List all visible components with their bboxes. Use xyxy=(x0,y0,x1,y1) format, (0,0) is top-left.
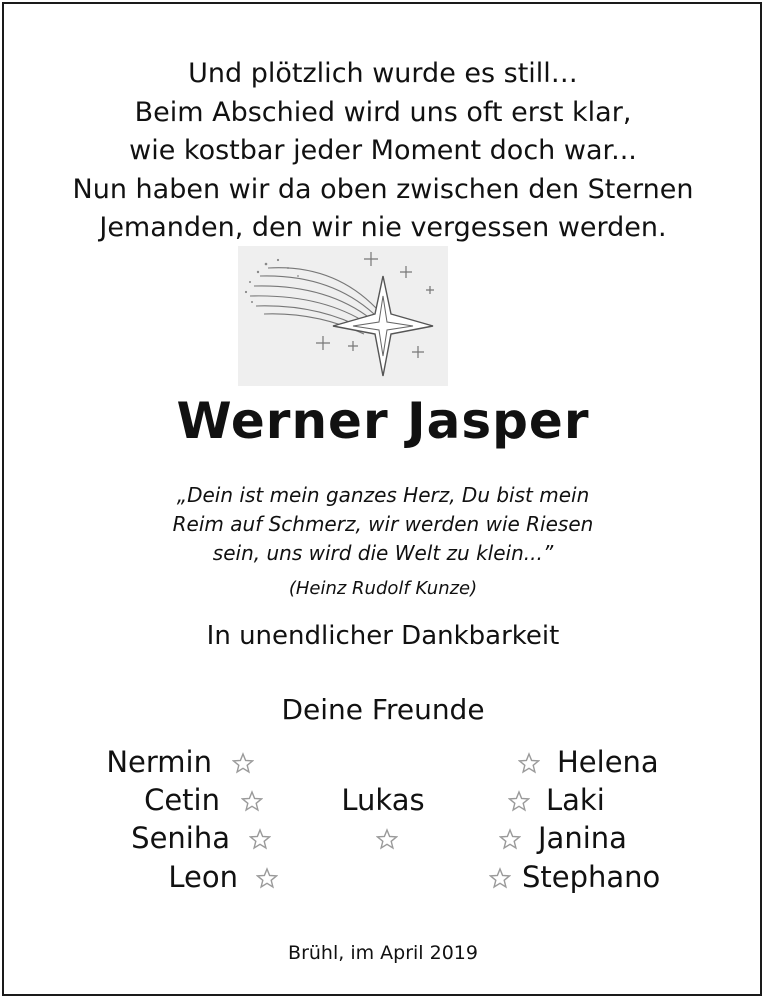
quote-line: Reim auf Schmerz, wir werden wie Riesen xyxy=(172,512,594,536)
friend-name: Cetin xyxy=(144,783,220,817)
friend-name: Stephano xyxy=(522,860,661,894)
star-icon xyxy=(499,828,521,850)
place-date: Brühl, im April 2019 xyxy=(288,942,478,964)
star-icon xyxy=(241,790,263,812)
poem-line: Nun haben wir da oben zwischen den Sternen xyxy=(72,173,694,205)
poem-line: Und plötzlich wurde es still… xyxy=(188,58,578,89)
thanks-line: In unendlicher Dankbarkeit xyxy=(206,621,560,651)
friend-name: Seniha xyxy=(131,821,230,855)
friend-name: Nermin xyxy=(106,745,212,779)
quote-line: „Dein ist mein ganzes Herz, Du bist mein xyxy=(176,483,590,507)
poem-line: Beim Abschied wird uns oft erst klar, xyxy=(134,96,632,128)
poem-line: Jemanden, den wir nie vergessen werden. xyxy=(99,212,667,243)
star-icon xyxy=(249,828,271,850)
friend-name: Janina xyxy=(538,821,627,855)
quote xyxy=(0,481,766,568)
quote-author: (Heinz Rudolf Kunze) xyxy=(288,578,478,599)
friends-title: Deine Freunde xyxy=(281,693,485,726)
friend-name: Leon xyxy=(168,860,238,894)
star-icon xyxy=(232,752,254,774)
shooting-star-icon xyxy=(238,246,448,386)
friend-name: Laki xyxy=(546,783,605,817)
star-icon xyxy=(508,790,530,812)
star-icon xyxy=(489,867,511,889)
star-icon xyxy=(376,828,398,850)
quote-line: sein, uns wird die Welt zu klein...” xyxy=(212,541,554,565)
star-icon xyxy=(256,867,278,889)
deceased-name: Werner Jasper xyxy=(176,392,590,450)
poem xyxy=(0,55,766,248)
friend-name: Lukas xyxy=(341,783,425,817)
friend-name: Helena xyxy=(557,745,659,779)
star-icon xyxy=(518,752,540,774)
poem-line: wie kostbar jeder Moment doch war... xyxy=(129,135,637,166)
